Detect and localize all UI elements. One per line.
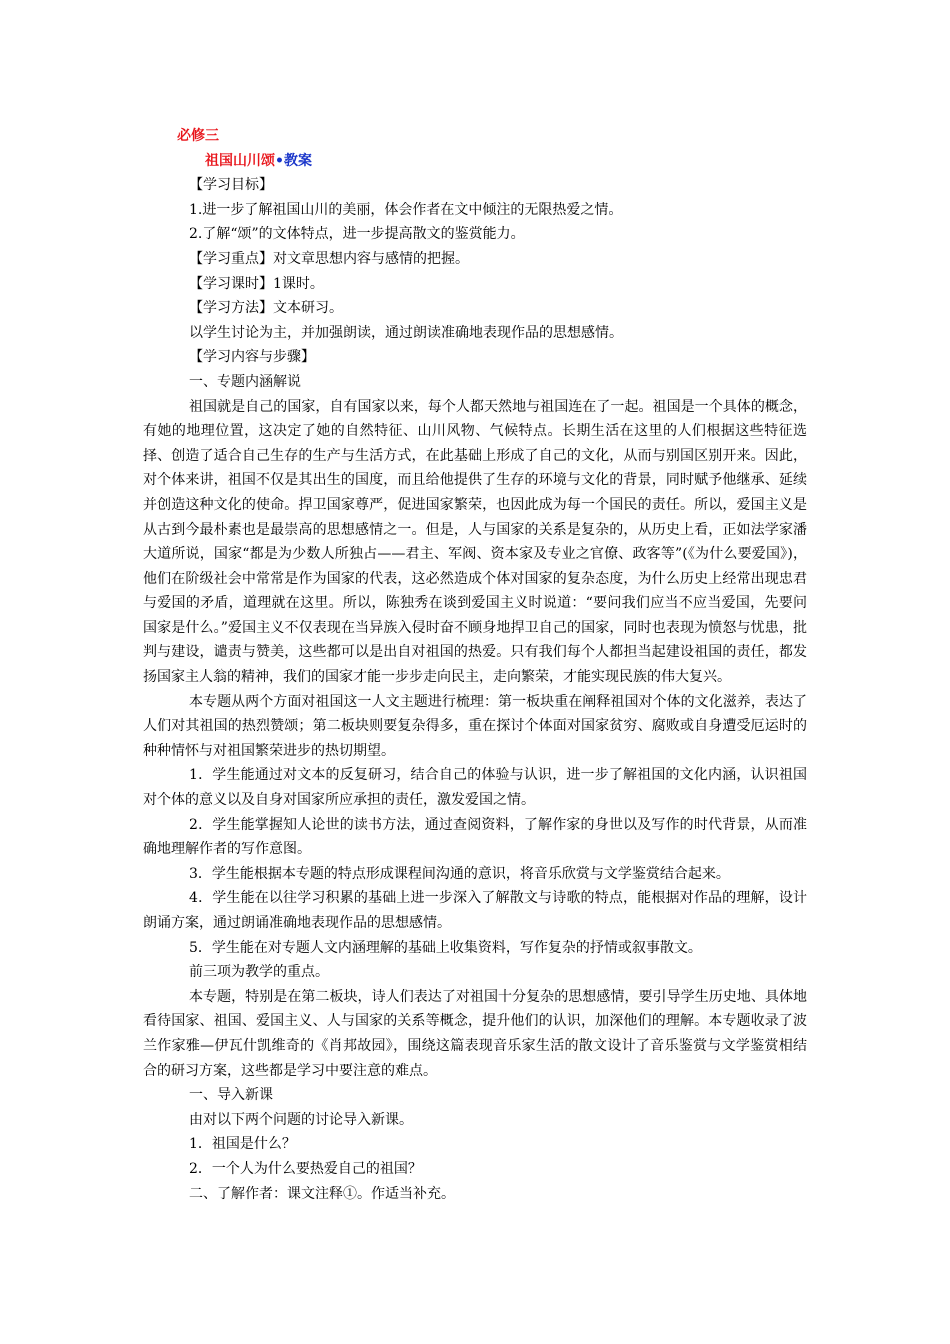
body-paragraph-2: 本专题从两个方面对祖国这一人文主题进行梳理：第一板块重在阐释祖国对个体的文化滋养，表达了人们对其祖国的热烈赞颂；第二板块则要复杂得多，重在探讨个体面对国家贫穷、腐败或自身遭受厄运时的种种情怀与对祖国繁荣进步的热切期望。 bbox=[143, 693, 807, 759]
focus-line: 【学习重点】对文章思想内容与感情的把握。 bbox=[189, 250, 469, 267]
goal-item-1: 1.进一步了解祖国山川的美丽，体会作者在文中倾注的无限热爱之情。 bbox=[189, 201, 623, 218]
volume-heading: 必修三 bbox=[177, 128, 219, 144]
body-paragraph-1: 祖国就是自己的国家，自有国家以来，每个人都天然地与祖国连在了一起。祖国是一个具体的概念，有她的地理位置，这决定了她的自然特征、山川风物、气候特点。长期生活在这里的人们根据这些特征选择、创造了适合自己生存的生产与生活方式，在此基础上形成了自己的文化，从而与别国区别开来。因此，对个体来讲，祖国不仅是其出生的国度，而且给他提供了生存的环境与文化的背景，同时赋予他继承、延续并创造这种文化的使命。捍卫国家尊严，促进国家繁荣，也因此成为每一个国民的责任。所以，爱国主义是从古到今最朴素也是最崇高的思想感情之一。但是，人与国家的关系是复杂的，从历史上看，正如法学家潘大道所说，国家“都是为少数人所独占——君主、军阀、资本家及专业之官僚、政客等”(《为什么要爱国》)，他们在阶级社会中常常是作为国家的代表，这必然造成个体对国家的复杂态度，为什么历史上经常出现忠君与爱国的矛盾，道理就在这里。所以，陈独秀在谈到爱国主义时说道：“要问我们应当不应当爱国，先要问国家是什么。”爱国主义不仅表现在当异族入侵时奋不顾身地捍卫自己的国家，同时也表现为愤怒与忧患，批判与建设，谴责与赞美，这些都可以是出自对祖国的热爱。只有我们每个人都担当起建设祖国的责任，都发扬国家主人翁的精神，我们的国家才能一步步走向民主，走向繁荣，才能实现民族的伟大复兴。 bbox=[143, 398, 807, 686]
objective-4: 4．学生能在以往学习积累的基础上进一步深入了解散文与诗歌的特点，能根据对作品的理解，设计朗诵方案，通过朗诵准确地表现作品的思想感情。 bbox=[143, 890, 807, 931]
goal-heading: 【学习目标】 bbox=[189, 177, 273, 194]
method-line: 【学习方法】文本研习。 bbox=[189, 300, 343, 317]
method-description: 以学生讨论为主，并加强朗读，通过朗读准确地表现作品的思想感情。 bbox=[189, 324, 623, 341]
intro-heading: 一、导入新课 bbox=[189, 1087, 273, 1104]
objective-3: 3．学生能根据本专题的特点形成课程间沟通的意识，将音乐欣赏与文学鉴赏结合起来。 bbox=[189, 865, 730, 882]
intro-description: 由对以下两个问题的讨论导入新课。 bbox=[189, 1111, 413, 1128]
lesson-title bbox=[205, 149, 807, 174]
section-1-heading: 一、专题内涵解说 bbox=[189, 373, 301, 390]
hours-line: 【学习课时】1课时。 bbox=[189, 275, 324, 292]
goal-item-2: 2.了解“颂”的文体特点，进一步提高散文的鉴赏能力。 bbox=[189, 226, 525, 243]
title-suffix: •教案 bbox=[275, 152, 312, 169]
author-heading: 二、了解作者：课文注释①。作适当补充。 bbox=[189, 1185, 455, 1202]
document-page bbox=[143, 124, 807, 1206]
objective-5: 5．学生能在对专题人文内涵理解的基础上收集资料，写作复杂的抒情或叙事散文。 bbox=[189, 939, 702, 956]
key-points-note: 前三项为教学的重点。 bbox=[189, 964, 329, 981]
body-paragraph-3: 本专题，特别是在第二板块，诗人们表达了对祖国十分复杂的思想感情，要引导学生历史地、具体地看待国家、祖国、爱国主义、人与国家的关系等概念，提升他们的认识，加深他们的理解。本专题收录了波兰作家雅—伊瓦什凯维奇的《肖邦故园》，围绕这篇表现音乐家生活的散文设计了音乐鉴赏与文学鉴赏相结合的研习方案，这些都是学习中要注意的难点。 bbox=[143, 988, 807, 1079]
question-2: 2．一个人为什么要热爱自己的祖国？ bbox=[189, 1160, 422, 1177]
objective-1: 1．学生能通过对文本的反复研习，结合自己的体验与认识，进一步了解祖国的文化内涵，认识祖国对个体的意义以及自身对国家所应承担的责任，激发爱国之情。 bbox=[143, 767, 807, 809]
title-main: 祖国山川颂 bbox=[205, 152, 275, 169]
question-1: 1．祖国是什么？ bbox=[189, 1136, 296, 1153]
objective-2: 2．学生能掌握知人论世的读书方法，通过查阅资料，了解作家的身世以及写作的时代背景，从而准确地理解作者的写作意图。 bbox=[143, 816, 807, 858]
steps-heading: 【学习内容与步骤】 bbox=[189, 349, 315, 366]
